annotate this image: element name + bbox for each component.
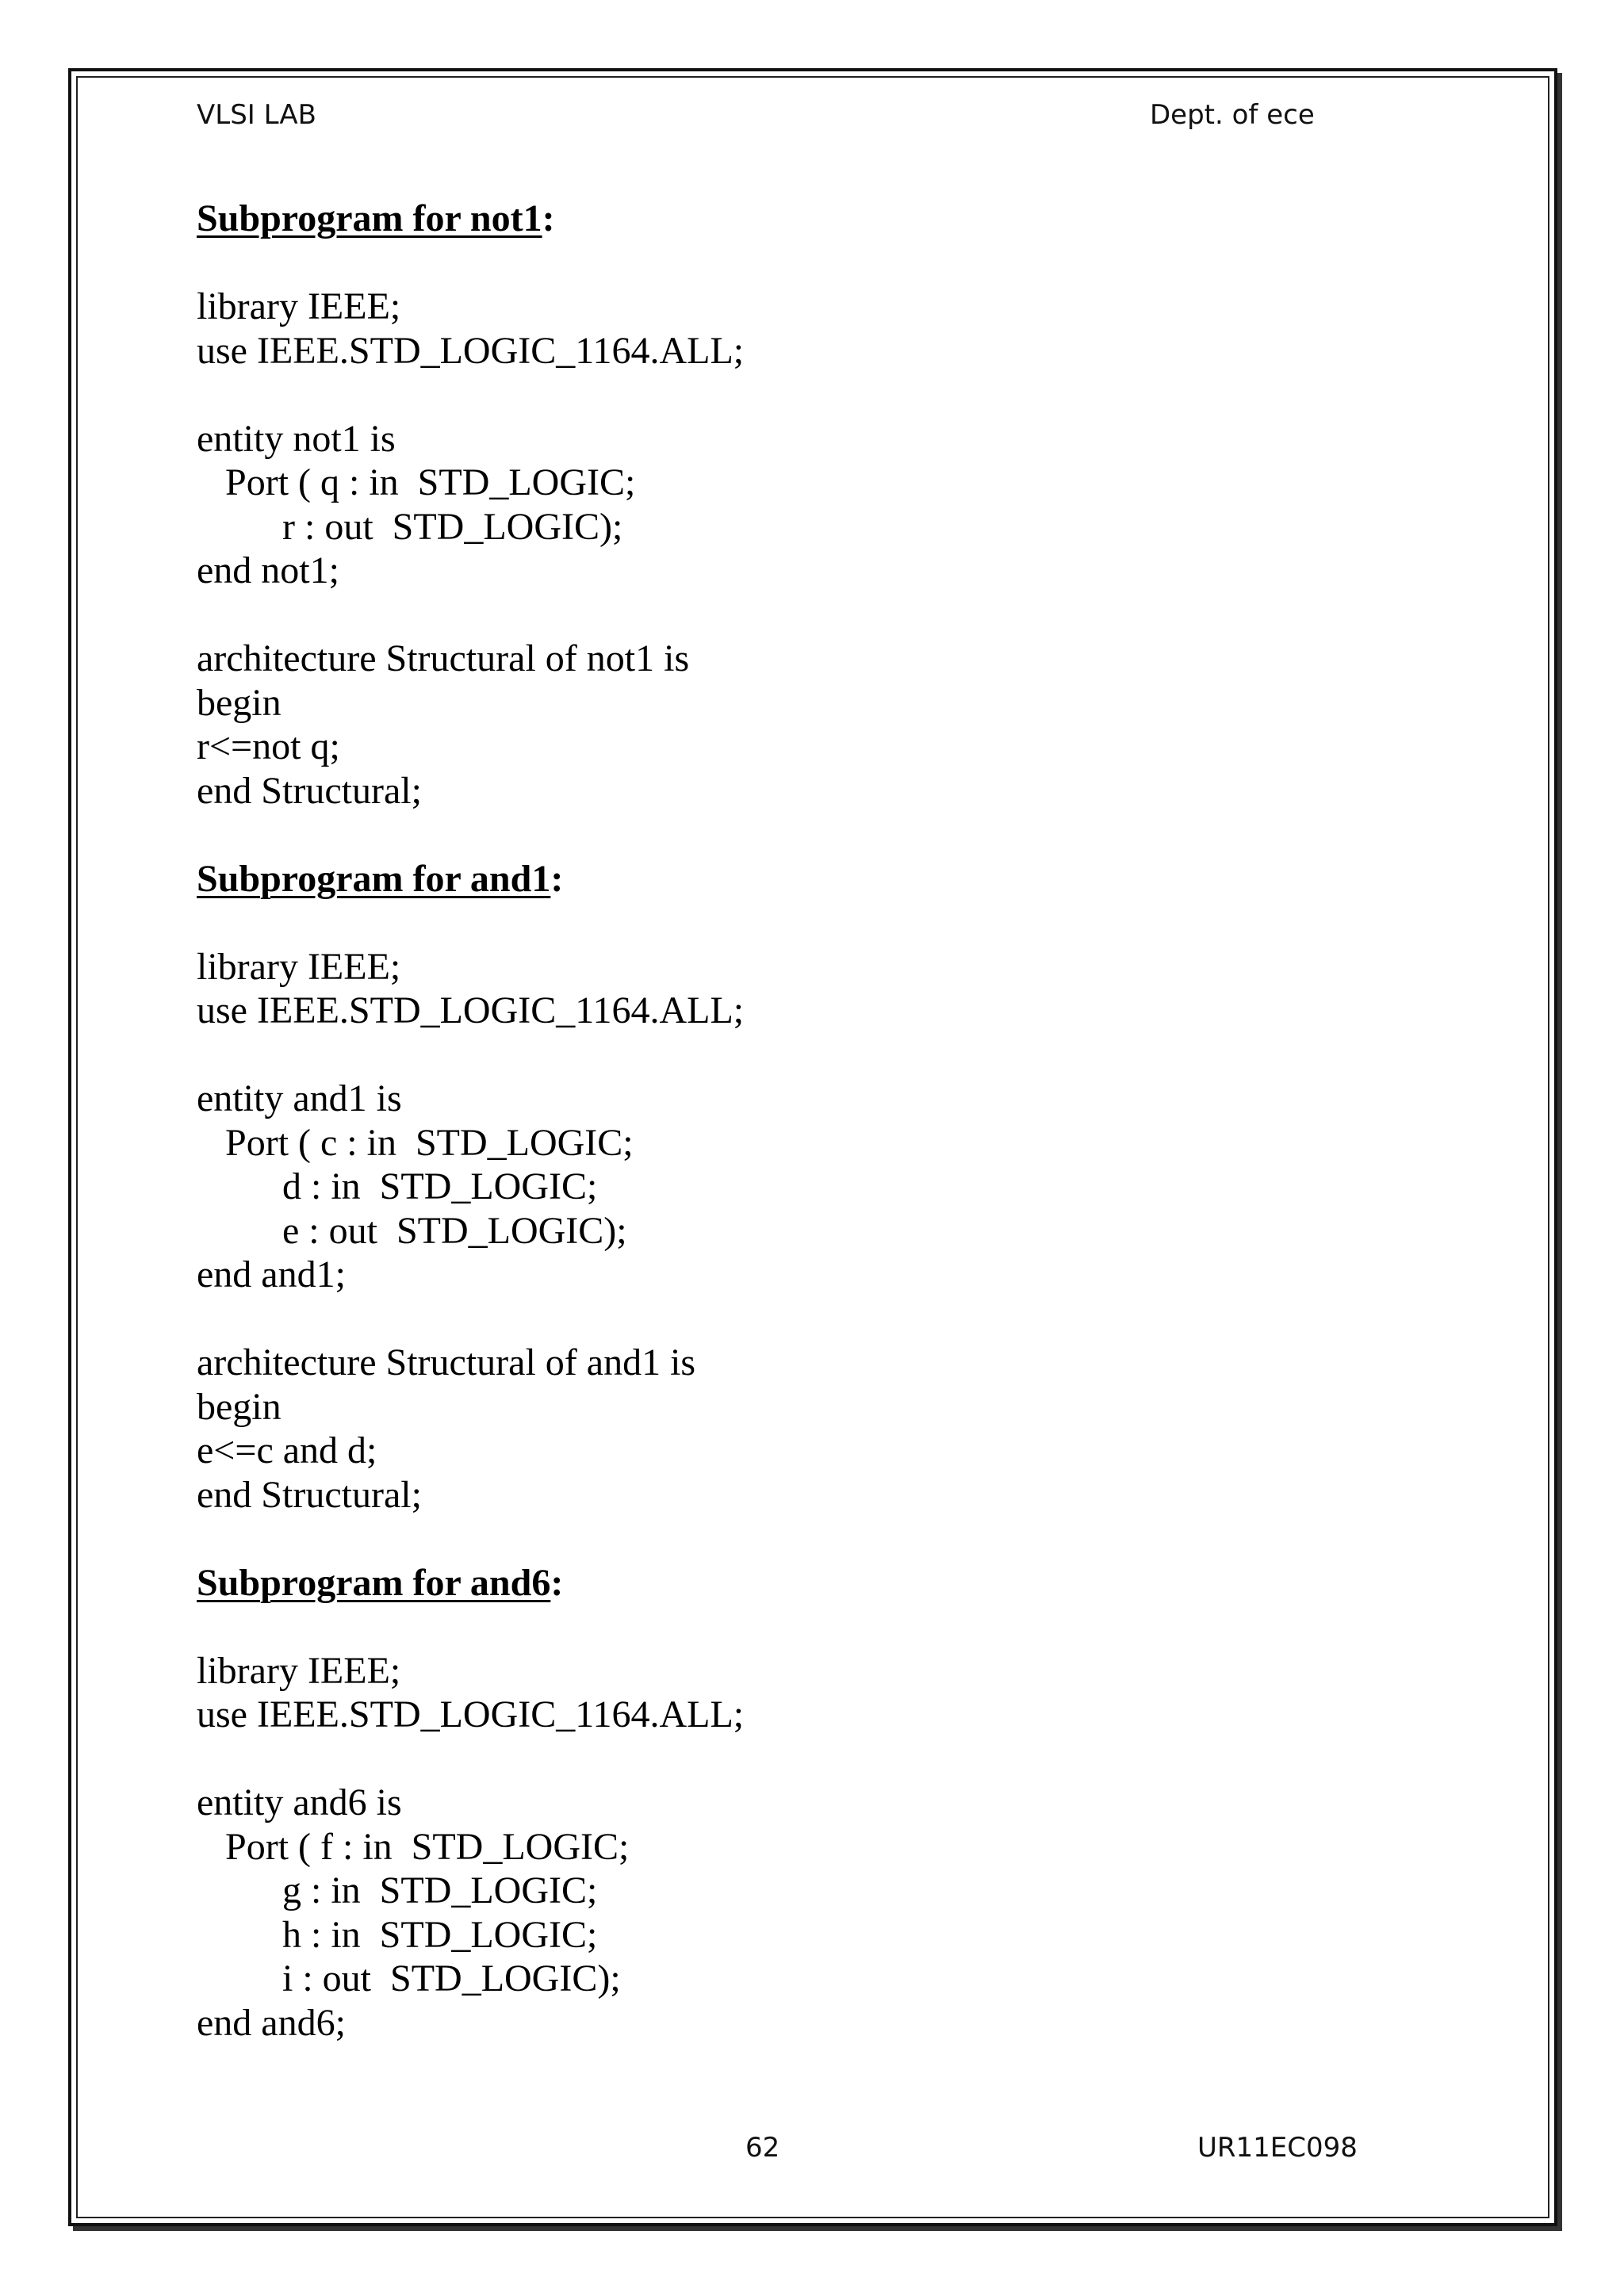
code-line: architecture Structural of and1 is xyxy=(197,1341,696,1383)
code-line: Port ( q : in STD_LOGIC; xyxy=(197,461,636,503)
code-line: end Structural; xyxy=(197,769,422,812)
section-not1 xyxy=(197,197,1465,857)
code-line: g : in STD_LOGIC; xyxy=(197,1869,598,1911)
code-line xyxy=(197,373,1465,417)
code-line: end and1; xyxy=(197,1253,346,1295)
code-line xyxy=(197,1517,1465,1561)
section-title-text: Subprogram for not1 xyxy=(197,197,542,239)
section-and1 xyxy=(197,857,1465,1561)
code-line: e<=c and d; xyxy=(197,1429,377,1471)
code-line xyxy=(197,1033,1465,1077)
section-and6 xyxy=(197,1561,1465,2045)
section-title-colon: : xyxy=(550,857,564,900)
code-line: entity and1 is xyxy=(197,1077,402,1119)
code-line xyxy=(197,593,1465,637)
code-line: entity not1 is xyxy=(197,417,396,460)
section-title xyxy=(197,857,1465,901)
header-lab-name: VLSI LAB xyxy=(197,99,316,131)
code-line: Port ( f : in STD_LOGIC; xyxy=(197,1825,630,1868)
code-line xyxy=(197,1737,1465,1781)
code-line xyxy=(197,1297,1465,1341)
code-line: use IEEE.STD_LOGIC_1164.ALL; xyxy=(197,989,745,1031)
code-line: r<=not q; xyxy=(197,725,340,767)
code-line: end not1; xyxy=(197,549,339,591)
code-line: architecture Structural of not1 is xyxy=(197,637,690,679)
footer-page-number: 62 xyxy=(745,2132,780,2164)
code-line: Port ( c : in STD_LOGIC; xyxy=(197,1121,634,1164)
code-line: h : in STD_LOGIC; xyxy=(197,1913,598,1956)
code-line xyxy=(197,241,1465,285)
section-title-text: Subprogram for and6 xyxy=(197,1561,551,1604)
code-line: library IEEE; xyxy=(197,945,401,988)
code-line xyxy=(197,901,1465,945)
header-department: Dept. of ece xyxy=(1150,99,1315,131)
code-line: use IEEE.STD_LOGIC_1164.ALL; xyxy=(197,1693,745,1735)
section-title xyxy=(197,197,1465,241)
code-line xyxy=(197,813,1465,857)
code-line: library IEEE; xyxy=(197,285,401,327)
code-line xyxy=(197,1605,1465,1649)
code-line: e : out STD_LOGIC); xyxy=(197,1209,627,1252)
code-line: i : out STD_LOGIC); xyxy=(197,1957,621,1999)
section-title-colon: : xyxy=(550,1561,564,1604)
code-line: entity and6 is xyxy=(197,1781,402,1823)
code-line: end and6; xyxy=(197,2001,346,2044)
code-line: d : in STD_LOGIC; xyxy=(197,1165,598,1207)
code-line: use IEEE.STD_LOGIC_1164.ALL; xyxy=(197,329,745,372)
section-title xyxy=(197,1561,1465,1605)
code-line: end Structural; xyxy=(197,1473,422,1516)
code-line: begin xyxy=(197,681,282,724)
document-body xyxy=(197,197,1465,2045)
section-title-colon: : xyxy=(542,197,555,239)
code-line: begin xyxy=(197,1385,282,1428)
code-line: library IEEE; xyxy=(197,1649,401,1692)
section-title-text: Subprogram for and1 xyxy=(197,857,551,900)
code-line: r : out STD_LOGIC); xyxy=(197,505,623,548)
footer-roll-id: UR11EC098 xyxy=(1197,2132,1358,2164)
